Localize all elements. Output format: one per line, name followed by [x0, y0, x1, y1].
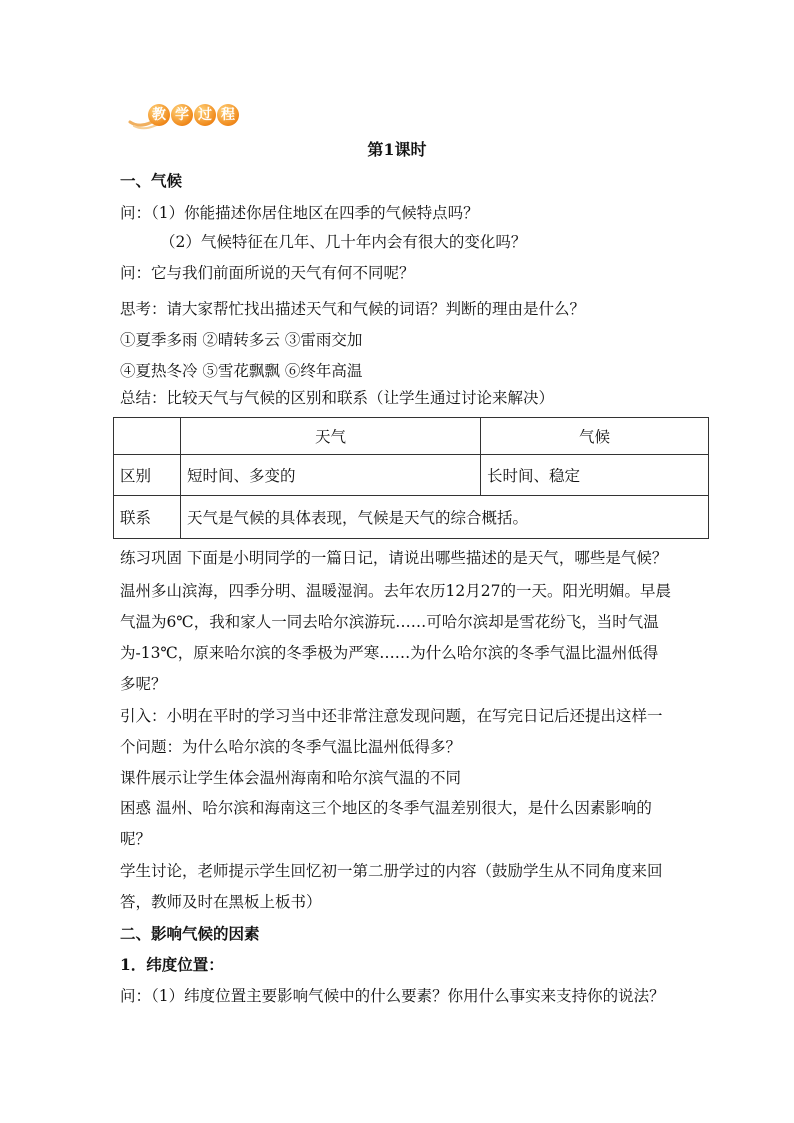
practice-text: 气温为6℃，我和家人一同去哈尔滨游玩……可哈尔滨却是雪花纷飞，当时气温	[120, 613, 659, 631]
intro-text: 困惑 温州、哈尔滨和海南这三个地区的冬季气温差别很大，是什么因素影响的	[120, 799, 652, 817]
table-header-row	[114, 418, 709, 455]
table-cell: 长时间、稳定	[481, 455, 709, 496]
badge-char: 学	[171, 104, 193, 126]
table-row	[114, 455, 709, 496]
section-heading: 一、气候	[120, 171, 183, 190]
question-text: （2）气候特征在几年、几十年内会有很大的变化吗？	[160, 233, 527, 251]
row-label: 联系	[114, 496, 181, 539]
table-header-cell: 气候	[481, 418, 709, 455]
intro-text: 答，教师及时在黑板上板书）	[120, 893, 322, 911]
table-cell: 短时间、多变的	[181, 455, 481, 496]
think-text: 思考：请大家帮忙找出描述天气和气候的词语？判断的理由是什么？	[120, 300, 586, 318]
question-text: 问：（1）你能描述你居住地区在四季的气候特点吗？	[120, 204, 479, 222]
lesson-process-badge	[128, 100, 240, 134]
subsection-heading: 1．纬度位置：	[120, 955, 224, 974]
row-label: 区别	[114, 455, 181, 496]
summary-text: 总结：比较天气与气候的区别和联系（让学生通过讨论来解决）	[120, 389, 555, 407]
intro-text: 呢？	[120, 830, 152, 848]
intro-text: 引入：小明在平时的学习当中还非常注意发现问题，在写完日记后还提出这样一	[120, 707, 663, 725]
question-text: 问：它与我们前面所说的天气有何不同呢？	[120, 264, 415, 282]
badge-char: 程	[217, 104, 239, 126]
badge-char: 教	[148, 104, 170, 126]
table-cell	[114, 418, 181, 455]
intro-text: 课件展示让学生体会温州海南和哈尔滨气温的不同	[120, 769, 462, 787]
intro-text: 个问题：为什么哈尔滨的冬季气温比温州低得多？	[120, 738, 462, 756]
badge-char: 过	[194, 104, 216, 126]
practice-text: 练习巩固 下面是小明同学的一篇日记，请说出哪些描述的是天气，哪些是气候？	[120, 549, 668, 567]
practice-text: 多呢？	[120, 675, 167, 693]
option-line: ①夏季多雨 ②晴转多云 ③雷雨交加	[120, 331, 363, 349]
table-header-cell: 天气	[181, 418, 481, 455]
practice-text: 温州多山滨海，四季分明、温暖湿润。去年农历12月27的一天。阳光明媚。早晨	[120, 582, 671, 600]
page-title: 第1课时	[367, 140, 427, 159]
comparison-table	[113, 417, 709, 539]
option-line: ④夏热冬冷 ⑤雪花飘飘 ⑥终年高温	[120, 362, 363, 380]
table-cell: 天气是气候的具体表现，气候是天气的综合概括。	[181, 496, 709, 539]
table-row	[114, 496, 709, 539]
question-text: 问：（1）纬度位置主要影响气候中的什么要素？你用什么事实来支持你的说法？	[120, 987, 665, 1005]
section-heading: 二、影响气候的因素	[120, 924, 260, 943]
intro-text: 学生讨论，老师提示学生回忆初一第二册学过的内容（鼓励学生从不同角度来回	[120, 862, 663, 880]
practice-text: 为-13℃，原来哈尔滨的冬季极为严寒……为什么哈尔滨的冬季气温比温州低得	[120, 644, 659, 662]
